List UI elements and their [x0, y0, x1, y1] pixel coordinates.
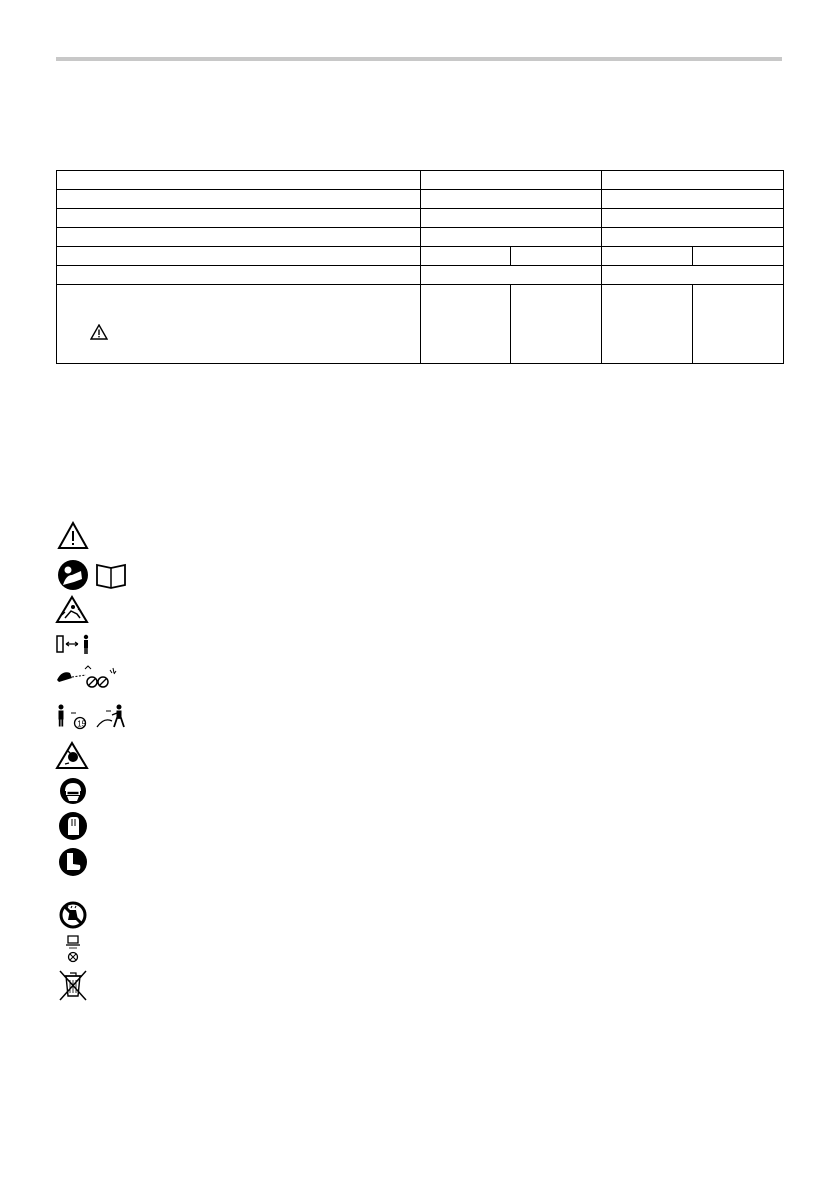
electric-shock-hazard-icon: [54, 741, 90, 771]
spec-value: [602, 228, 784, 247]
spec-value: [511, 247, 602, 266]
spec-value: [421, 266, 602, 285]
spec-value: [511, 285, 602, 364]
spec-value: [421, 285, 511, 364]
thrown-objects-hazard-icon: [54, 595, 90, 625]
spec-value: [602, 190, 784, 209]
spec-value: [421, 228, 602, 247]
table-row: [57, 247, 784, 266]
read-manual-icon: [54, 559, 130, 591]
specifications-table: [56, 170, 784, 364]
spec-value: [421, 247, 511, 266]
table-row: [57, 171, 784, 190]
table-row: [57, 228, 784, 247]
no-bystanders-distance-icon: [54, 703, 130, 731]
header-rule: [56, 57, 782, 61]
spec-label: [57, 209, 421, 228]
warning-triangle-icon: [54, 521, 90, 551]
warning-triangle-icon: [90, 324, 108, 345]
keep-distance-icon: [54, 633, 94, 655]
spec-value: [421, 171, 602, 190]
spec-value: [602, 285, 693, 364]
battery-recycling-icon: [54, 933, 90, 965]
bystander-distance-icon: [54, 664, 120, 690]
spec-label: [57, 285, 421, 364]
wear-gloves-icon: [54, 810, 90, 842]
spec-value: [602, 171, 784, 190]
table-row: [57, 209, 784, 228]
table-row: [57, 285, 784, 364]
spec-label: [57, 171, 421, 190]
spec-value: [421, 190, 602, 209]
spec-value: [602, 247, 693, 266]
svg-text:15: 15: [77, 719, 87, 729]
spec-label: [57, 247, 421, 266]
spec-value: [421, 209, 602, 228]
spec-value: [602, 209, 784, 228]
weee-crossed-bin-icon: [54, 968, 90, 1002]
spec-value: [602, 266, 784, 285]
spec-label: [57, 266, 421, 285]
table-row: [57, 266, 784, 285]
spec-value: [693, 247, 784, 266]
do-not-expose-to-rain-icon: [54, 900, 90, 930]
spec-label: [57, 228, 421, 247]
wear-safety-boots-icon: [54, 846, 90, 878]
spec-label: [57, 190, 421, 209]
wear-helmet-eye-protection-icon: [54, 776, 90, 806]
spec-value: [693, 285, 784, 364]
table-row: [57, 190, 784, 209]
